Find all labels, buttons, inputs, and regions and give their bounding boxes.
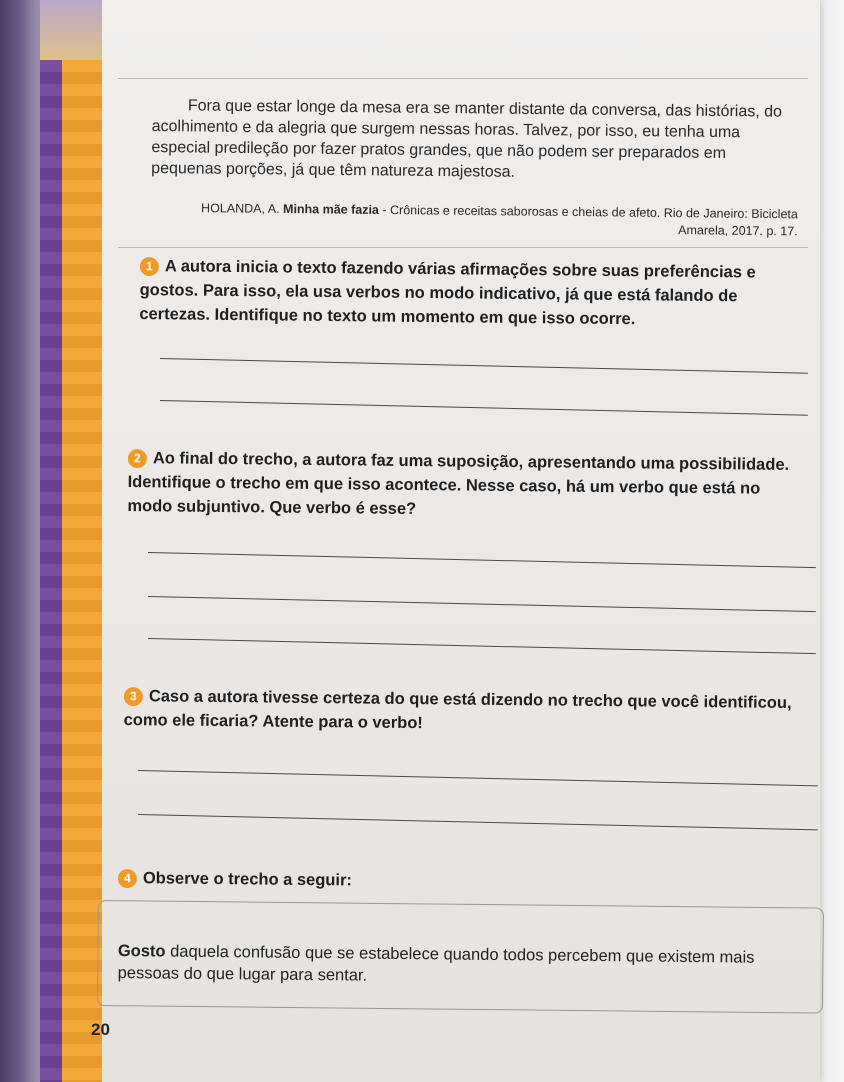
- question-text: Ao final do trecho, a autora faz uma suposição, apresentando uma possibilidade. Identifique o trecho em que isso acontece. Nesse caso, há um verbo que está no modo subjuntivo. Que verbo é esse?: [127, 449, 790, 519]
- question-3: [123, 684, 817, 739]
- decorative-side-stripe-inner: [40, 60, 62, 1082]
- excerpt-highlight: Gosto: [117, 941, 166, 961]
- question-text: Caso a autora tivesse certeza do que está dizendo no trecho que você identificou, como ele ficaria? Atente para o verbo!: [123, 687, 792, 733]
- page-number: 20: [91, 1020, 110, 1039]
- page-corner: [40, 0, 102, 60]
- reference-author: HOLANDA, A.: [201, 201, 280, 216]
- excerpt-body: daquela confusão que se estabelece quando todos percebem que existem mais pessoas do que lugar para sentar.: [117, 942, 755, 985]
- question-number-badge: 4: [118, 869, 137, 888]
- question-2: [127, 446, 804, 525]
- question-number-badge: 3: [124, 687, 143, 706]
- reference-details: - Crônicas e receitas saborosas e cheias de afeto. Rio de Janeiro: Bicicleta Amarela, 2017. p. 17.: [378, 202, 798, 239]
- quote-text: Fora que estar longe da mesa era se manter distante da conversa, das histórias, do acolhimento e da alegria que surgem nessas horas. Talvez, por isso, eu tenha uma especial predileção por fazer pratos grandes, que não podem ser preparados em pequenas porções, já que têm natureza majestosa.: [151, 97, 783, 181]
- quote-reference: [192, 200, 798, 240]
- reference-title: Minha mãe fazia: [282, 201, 380, 217]
- question-number-badge: 1: [140, 257, 159, 276]
- excerpt-text: [118, 940, 798, 991]
- question-text: A autora inicia o texto fazendo várias afirmações sobre suas preferências e gostos. Para isso, ela usa verbos no modo indicativo, já que está falando de certezas. Identifique no texto um momento em que isso ocorre.: [139, 257, 756, 329]
- question-text: Observe o trecho a seguir:: [142, 869, 353, 890]
- question-number-badge: 2: [128, 449, 147, 468]
- question-1: [139, 254, 806, 333]
